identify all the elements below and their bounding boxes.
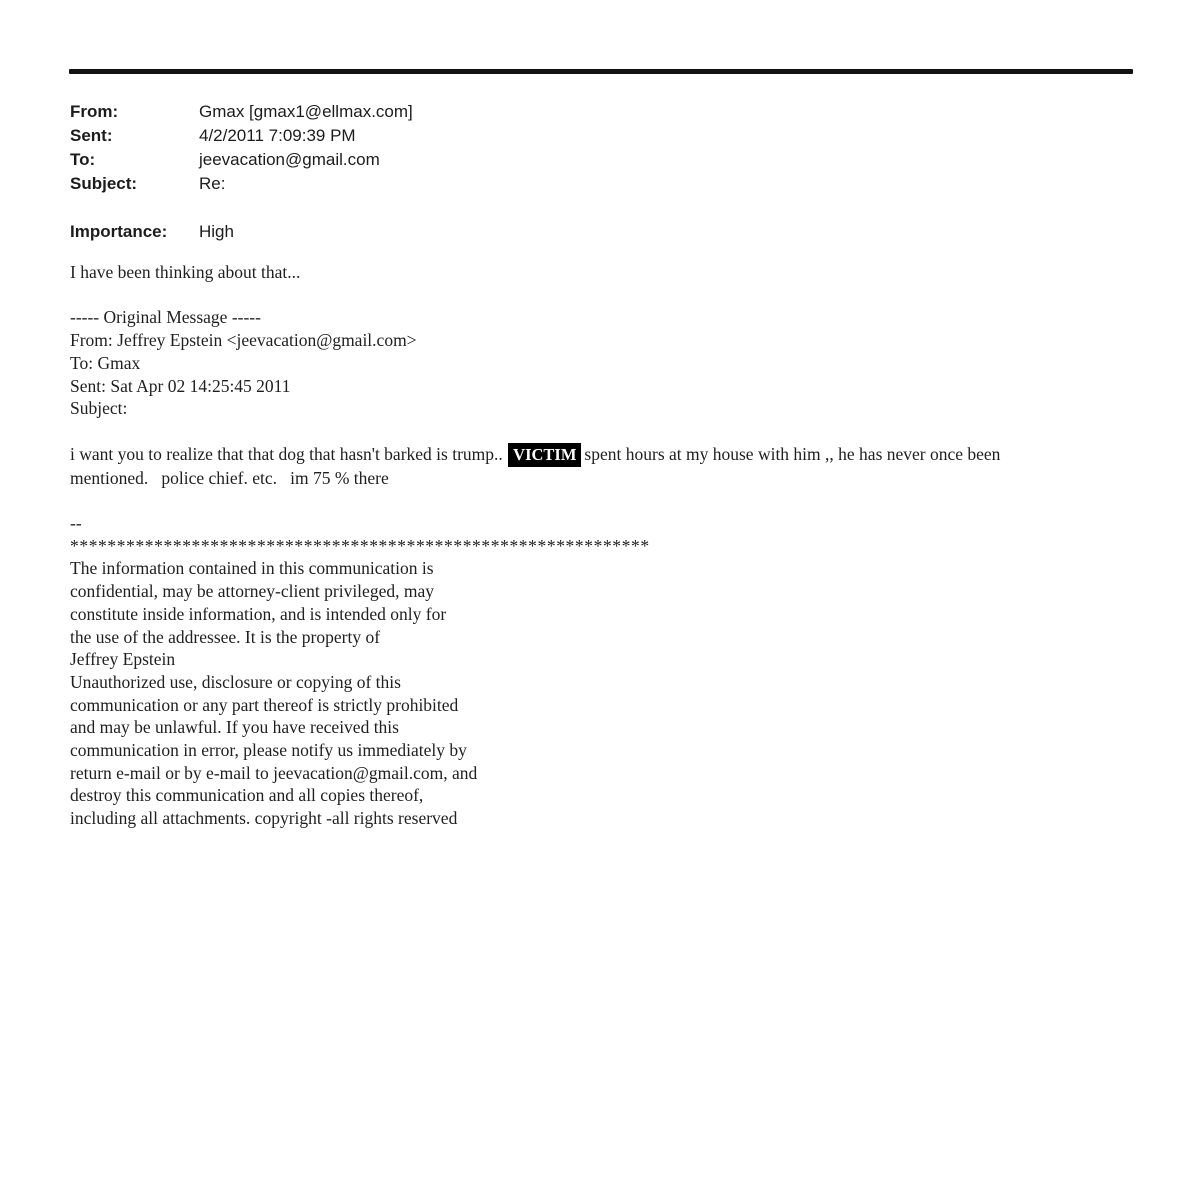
quoted-to-line: To: Gmax (70, 352, 141, 373)
from-value: Gmax [gmax1@ellmax.com] (199, 102, 413, 121)
email-header-block (70, 100, 413, 244)
sent-value: 4/2/2011 7:09:39 PM (199, 126, 356, 145)
message-line-1 (70, 443, 1136, 467)
disclaimer-line: The information contained in this communication is (70, 558, 434, 579)
disclaimer-line: and may be unlawful. If you have received this (70, 717, 399, 738)
header-row-importance (70, 220, 413, 244)
message-text-after-redaction: spent hours at my house with him ,, he has never once been (584, 443, 1001, 464)
disclaimer-line: destroy this communication and all copies thereof, (70, 785, 424, 806)
to-label: To: (70, 150, 96, 169)
header-spacer (70, 196, 413, 220)
asterisk-divider-line: ************************************************************** (70, 535, 650, 556)
subject-label: Subject: (70, 174, 138, 193)
importance-value: High (199, 222, 234, 241)
message-text-before-redaction: i want you to realize that that dog that hasn't barked is trump.. (70, 443, 508, 464)
from-label: From: (70, 102, 119, 121)
victim-redaction-box: VICTIM (508, 443, 581, 467)
header-row-subject (70, 172, 413, 196)
email-body (70, 261, 1136, 830)
quoted-sent-line: Sent: Sat Apr 02 14:25:45 2011 (70, 375, 291, 396)
disclaimer-line: constitute inside information, and is intended only for (70, 603, 447, 624)
disclaimer-line: communication in error, please notify us immediately by (70, 740, 467, 761)
blank-line (70, 284, 1136, 307)
intro-line: I have been thinking about that... (70, 262, 301, 282)
quoted-from-line: From: Jeffrey Epstein <jeevacation@gmail.com> (70, 330, 417, 351)
original-message-separator: ----- Original Message ----- (70, 307, 261, 328)
header-row-to (70, 148, 413, 172)
disclaimer-line: confidential, may be attorney-client privileged, may (70, 581, 434, 602)
quoted-subject-line: Subject: (70, 398, 128, 419)
disclaimer-line: the use of the addressee. It is the property of (70, 626, 381, 647)
disclaimer-line: including all attachments. copyright -all rights reserved (70, 808, 458, 829)
disclaimer-line: communication or any part thereof is strictly prohibited (70, 694, 459, 715)
blank-line (70, 489, 1136, 512)
message-line-2: mentioned. police chief. etc. im 75 % there (70, 467, 389, 488)
subject-value: Re: (199, 174, 226, 193)
to-value: jeevacation@gmail.com (199, 150, 380, 169)
disclaimer-line: Jeffrey Epstein (70, 649, 176, 670)
signature-dashes: -- (70, 512, 82, 533)
disclaimer-line: return e-mail or by e-mail to jeevacation@gmail.com, and (70, 762, 478, 783)
header-divider-rule (69, 69, 1133, 74)
blank-line (70, 420, 1136, 443)
disclaimer-line: Unauthorized use, disclosure or copying of this (70, 671, 401, 692)
sent-label: Sent: (70, 126, 113, 145)
header-row-sent (70, 124, 413, 148)
importance-label: Importance: (70, 222, 168, 241)
header-row-from (70, 100, 413, 124)
